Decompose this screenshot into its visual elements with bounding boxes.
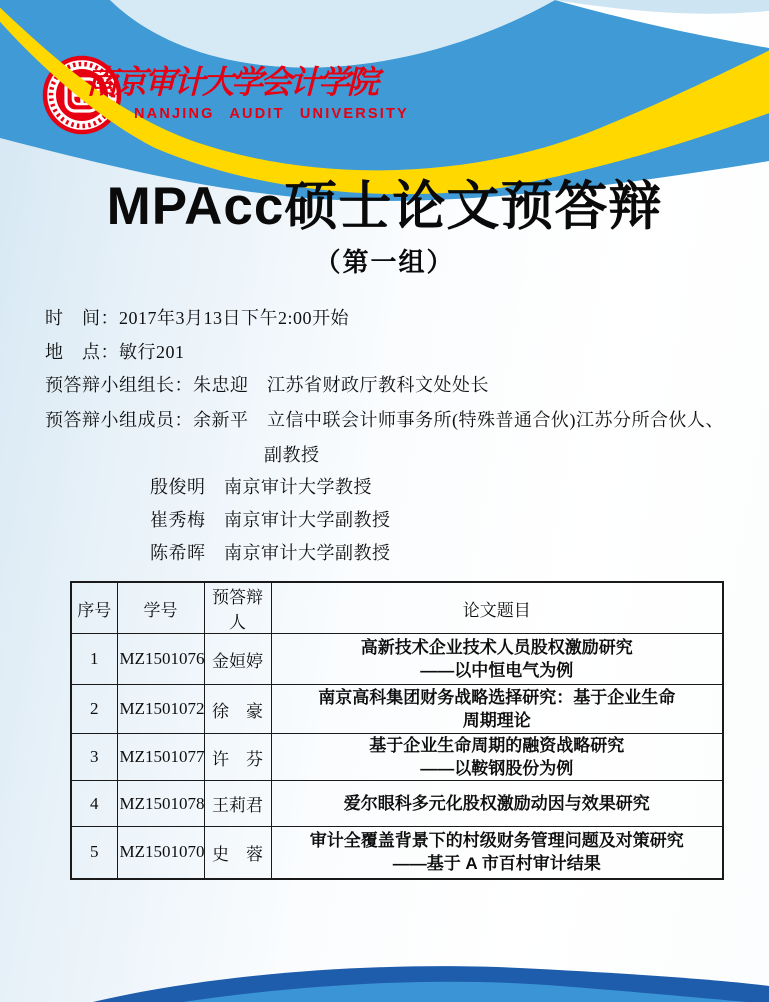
cell-defender-name: 王莉君 — [204, 781, 271, 827]
cell-thesis-title — [271, 634, 723, 685]
cell-thesis-title — [271, 734, 723, 781]
cell-student-id: MZ1501077 — [117, 734, 204, 781]
university-name-cn: 南京审计大学会计学院 — [86, 64, 377, 100]
thesis-title-line2: ——以鞍钢股份为例 — [420, 759, 574, 778]
info-time-value: 2017年3月13日下午2:00开始 — [119, 308, 350, 328]
cell-no: 1 — [71, 634, 117, 685]
info-member-2: 殷俊明 南京审计大学教授 — [150, 477, 372, 497]
col-header-no: 序号 — [71, 582, 117, 634]
col-header-student-id: 学号 — [117, 582, 204, 634]
footer-art — [0, 926, 769, 1002]
thesis-title-line1: 爱尔眼科多元化股权激励动因与效果研究 — [343, 794, 650, 813]
table-row — [71, 685, 723, 734]
cell-student-id: MZ1501072 — [117, 685, 204, 734]
info-member-1: 余新平 立信中联会计师事务所(特殊普通合伙)江苏分所合伙人、 — [193, 410, 724, 430]
thesis-title-line2: ——基于 A 市百村审计结果 — [392, 854, 601, 874]
cell-defender-name: 史 蓉 — [204, 827, 271, 879]
cell-no: 3 — [71, 734, 117, 781]
info-time-label: 时 间： — [45, 308, 119, 328]
cell-student-id: MZ1501070 — [117, 827, 204, 879]
thesis-title-line2: 周期理论 — [462, 711, 531, 730]
thesis-title-line1: 高新技术企业技术人员股权激励研究 — [360, 638, 633, 657]
cell-defender-name: 许 芬 — [204, 734, 271, 781]
info-member-3: 崔秀梅 南京审计大学副教授 — [150, 510, 391, 530]
thesis-title-line1: 审计全覆盖背景下的村级财务管理问题及对策研究 — [309, 831, 684, 851]
info-leader-label: 预答辩小组组长： — [45, 375, 193, 395]
info-leader — [45, 374, 489, 396]
cell-student-id: MZ1501076 — [117, 634, 204, 685]
cell-defender-name: 徐 豪 — [204, 685, 271, 734]
defense-schedule-table — [70, 581, 724, 880]
info-time — [45, 307, 349, 329]
table-row — [71, 734, 723, 781]
cell-thesis-title — [271, 827, 723, 879]
table-header-row — [71, 582, 723, 634]
university-name-en: NANJING AUDIT UNIVERSITY — [134, 106, 409, 122]
info-members-label: 预答辩小组成员： — [45, 410, 193, 430]
cell-no: 2 — [71, 685, 117, 734]
page-title: MPAcc硕士论文预答辩 — [106, 177, 663, 236]
thesis-title-line1: 南京高科集团财务战略选择研究：基于企业生命 — [318, 688, 676, 707]
cell-student-id: MZ1501078 — [117, 781, 204, 827]
info-members — [45, 409, 724, 431]
info-location-value: 敏行201 — [119, 342, 185, 362]
col-header-thesis-title: 论文题目 — [271, 582, 723, 634]
table-row — [71, 827, 723, 879]
info-location-label: 地 点： — [45, 342, 119, 362]
cell-no: 5 — [71, 827, 117, 879]
cell-no: 4 — [71, 781, 117, 827]
col-header-defender: 预答辩人 — [204, 582, 271, 634]
cell-thesis-title — [271, 685, 723, 734]
cell-thesis-title — [271, 781, 723, 827]
info-location — [45, 341, 185, 363]
table-row — [71, 634, 723, 685]
info-member-4: 陈希晖 南京审计大学副教授 — [150, 543, 391, 563]
thesis-title-line2: ——以中恒电气为例 — [420, 661, 574, 680]
table-row — [71, 781, 723, 827]
thesis-title-line1: 基于企业生命周期的融资战略研究 — [369, 736, 625, 755]
cell-defender-name: 金姮婷 — [204, 634, 271, 685]
info-leader-value: 朱忠迎 江苏省财政厅教科文处处长 — [193, 375, 489, 395]
info-member-1-continued: 副教授 — [264, 445, 320, 465]
group-subtitle: （第一组） — [314, 247, 455, 277]
